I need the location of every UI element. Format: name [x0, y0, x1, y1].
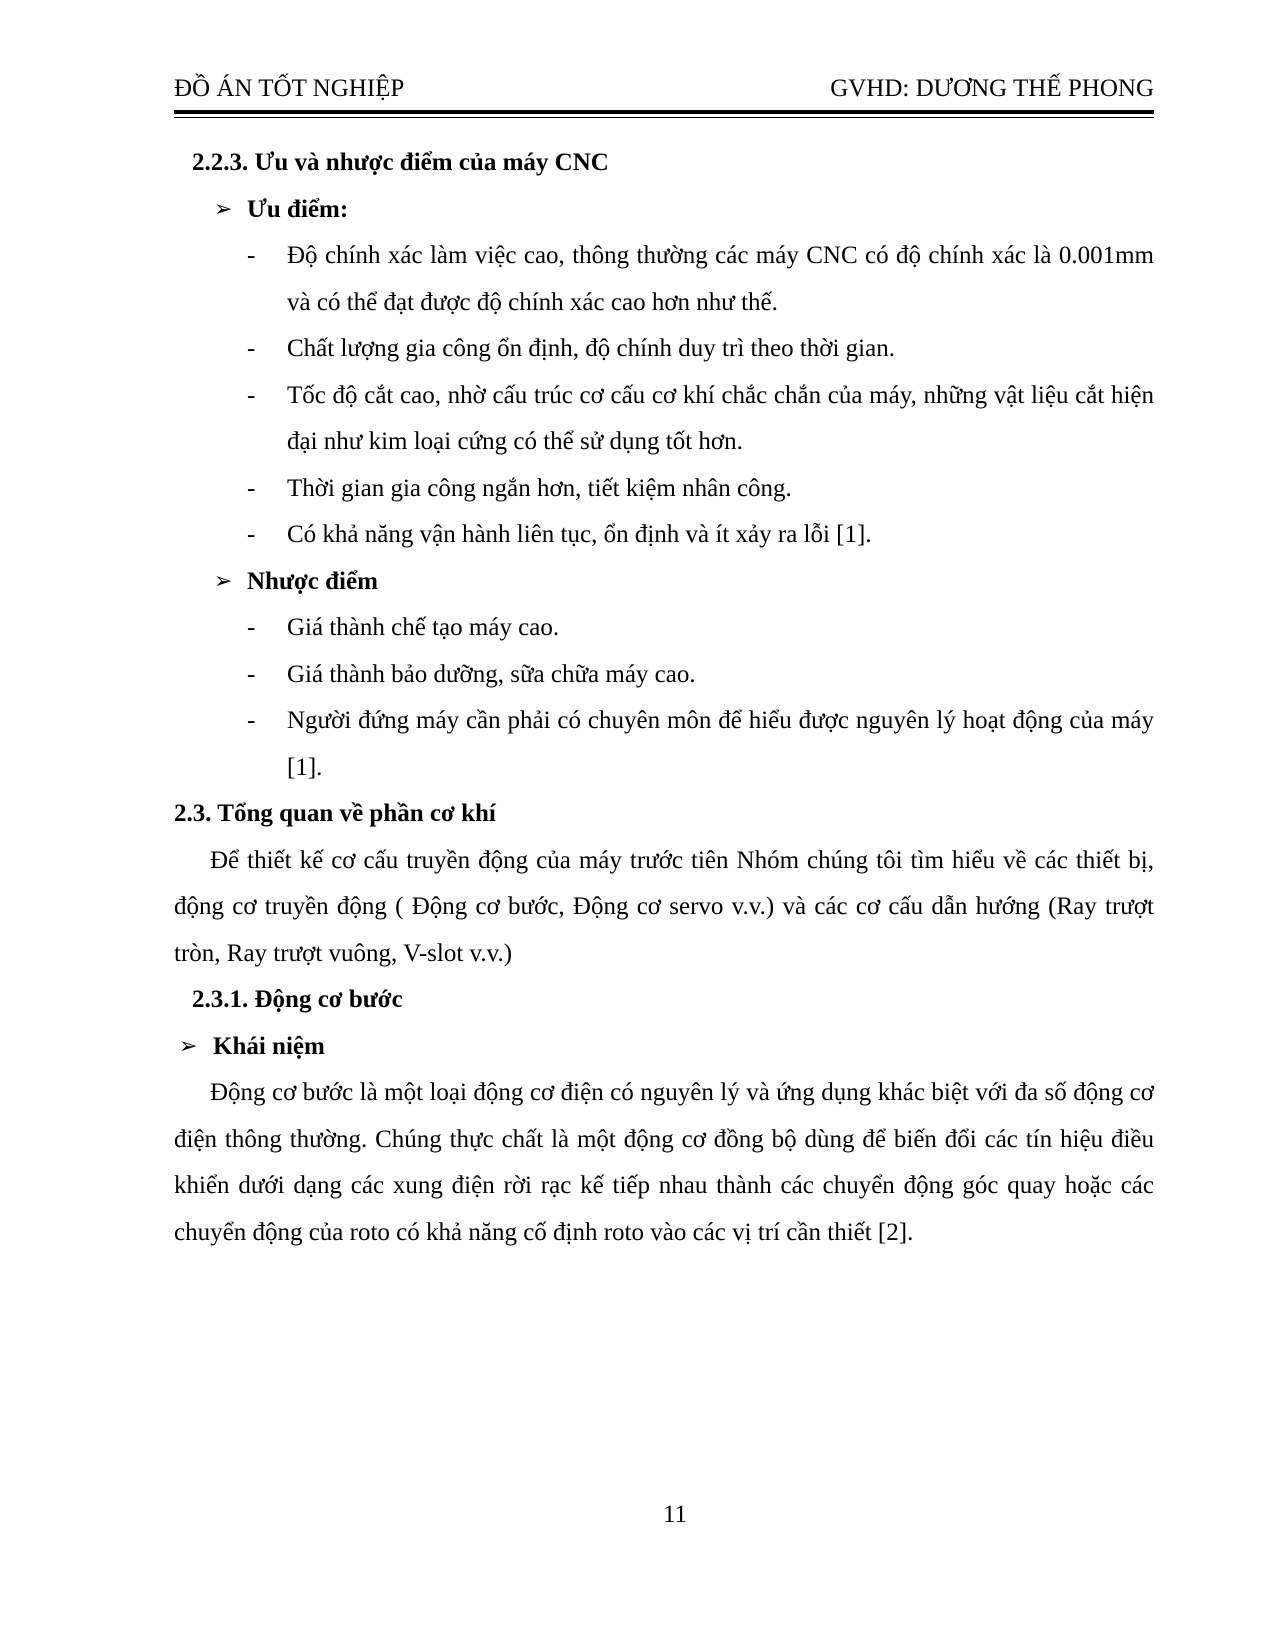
section-2-3-paragraph: Để thiết kế cơ cấu truyền động của máy trước tiên Nhóm chúng tôi tìm hiểu về các thiết bị, động cơ truyền động ( Động cơ bước, Động cơ servo v.v.) và các cơ cấu dẫn hướng (Ray trượt tròn, Ray trượt vuông, V-slot v.v.)	[174, 846, 1154, 967]
concept-heading-text: Khái niệm	[213, 1032, 325, 1060]
advantage-item-text: Chất lượng gia công ổn định, độ chính duy trì theo thời gian.	[287, 335, 895, 362]
advantage-item	[174, 373, 1154, 466]
dash-bullet-icon: -	[247, 614, 256, 641]
header-advisor: GVHD: DƯƠNG THẾ PHONG	[830, 75, 1154, 102]
advantage-item-text: Độ chính xác làm việc cao, thông thường các máy CNC có độ chính xác là 0.001mm và có thể đạt được độ chính xác cao hơn như thế.	[287, 242, 1154, 316]
concept-heading	[174, 1024, 1154, 1071]
disadvantage-item-text: Giá thành bảo dưỡng, sữa chữa máy cao.	[287, 660, 696, 688]
disadvantages-heading	[174, 559, 1154, 606]
disadvantage-item	[174, 698, 1154, 791]
arrow-bullet-icon: ➢	[214, 196, 233, 222]
section-2-2-3-heading: 2.2.3. Ưu và nhược điểm của máy CNC	[192, 149, 609, 176]
header-title: ĐỒ ÁN TỐT NGHIỆP	[174, 75, 405, 102]
dash-bullet-icon: -	[247, 474, 256, 502]
header-rule-thick	[174, 110, 1154, 114]
page-number: 11	[662, 1501, 688, 1528]
advantage-item	[174, 466, 1154, 513]
disadvantage-item	[174, 652, 1154, 699]
dash-bullet-icon: -	[247, 242, 256, 269]
disadvantages-heading-text: Nhược điểm	[247, 567, 378, 595]
disadvantage-item-text: Người đứng máy cần phải có chuyên môn để hiểu được nguyên lý hoạt động của máy [1].	[287, 707, 1154, 781]
dash-bullet-icon: -	[247, 335, 256, 362]
section-2-3-1-heading: 2.3.1. Động cơ bước	[192, 986, 403, 1013]
advantages-heading-text: Ưu điểm:	[247, 195, 349, 223]
advantage-item	[174, 512, 1154, 559]
advantage-item-text: Có khả năng vận hành liên tục, ổn định và ít xảy ra lỗi [1].	[287, 521, 872, 548]
advantages-heading	[174, 187, 1154, 234]
page-content	[174, 140, 1154, 1256]
disadvantage-item	[174, 605, 1154, 652]
section-2-3-heading: 2.3. Tổng quan về phần cơ khí	[174, 800, 496, 827]
arrow-bullet-icon: ➢	[179, 1033, 198, 1059]
advantage-item-text: Thời gian gia công ngắn hơn, tiết kiệm nhân công.	[287, 474, 792, 502]
dash-bullet-icon: -	[247, 381, 256, 409]
page-header	[174, 74, 1154, 104]
disadvantage-item-text: Giá thành chế tạo máy cao.	[287, 614, 560, 641]
concept-paragraph: Động cơ bước là một loại động cơ điện có nguyên lý và ứng dụng khác biệt với đa số động cơ điện thông thường. Chúng thực chất là một động cơ đồng bộ dùng để biến đổi các tín hiệu điều khiển dưới dạng các xung điện rời rạc kế tiếp nhau thành các chuyển động góc quay hoặc các chuyển động của roto có khả năng cố định roto vào các vị trí cần thiết [2].	[174, 1079, 1154, 1246]
arrow-bullet-icon: ➢	[214, 568, 233, 594]
advantage-item	[174, 233, 1154, 326]
advantage-item-text: Tốc độ cắt cao, nhờ cấu trúc cơ cấu cơ khí chắc chắn của máy, những vật liệu cắt hiện đại như kim loại cứng có thể sử dụng tốt hơn.	[287, 381, 1154, 455]
advantage-item	[174, 326, 1154, 373]
dash-bullet-icon: -	[247, 660, 256, 688]
header-rule-thin	[174, 117, 1154, 118]
dash-bullet-icon: -	[247, 707, 256, 734]
dash-bullet-icon: -	[247, 521, 256, 548]
